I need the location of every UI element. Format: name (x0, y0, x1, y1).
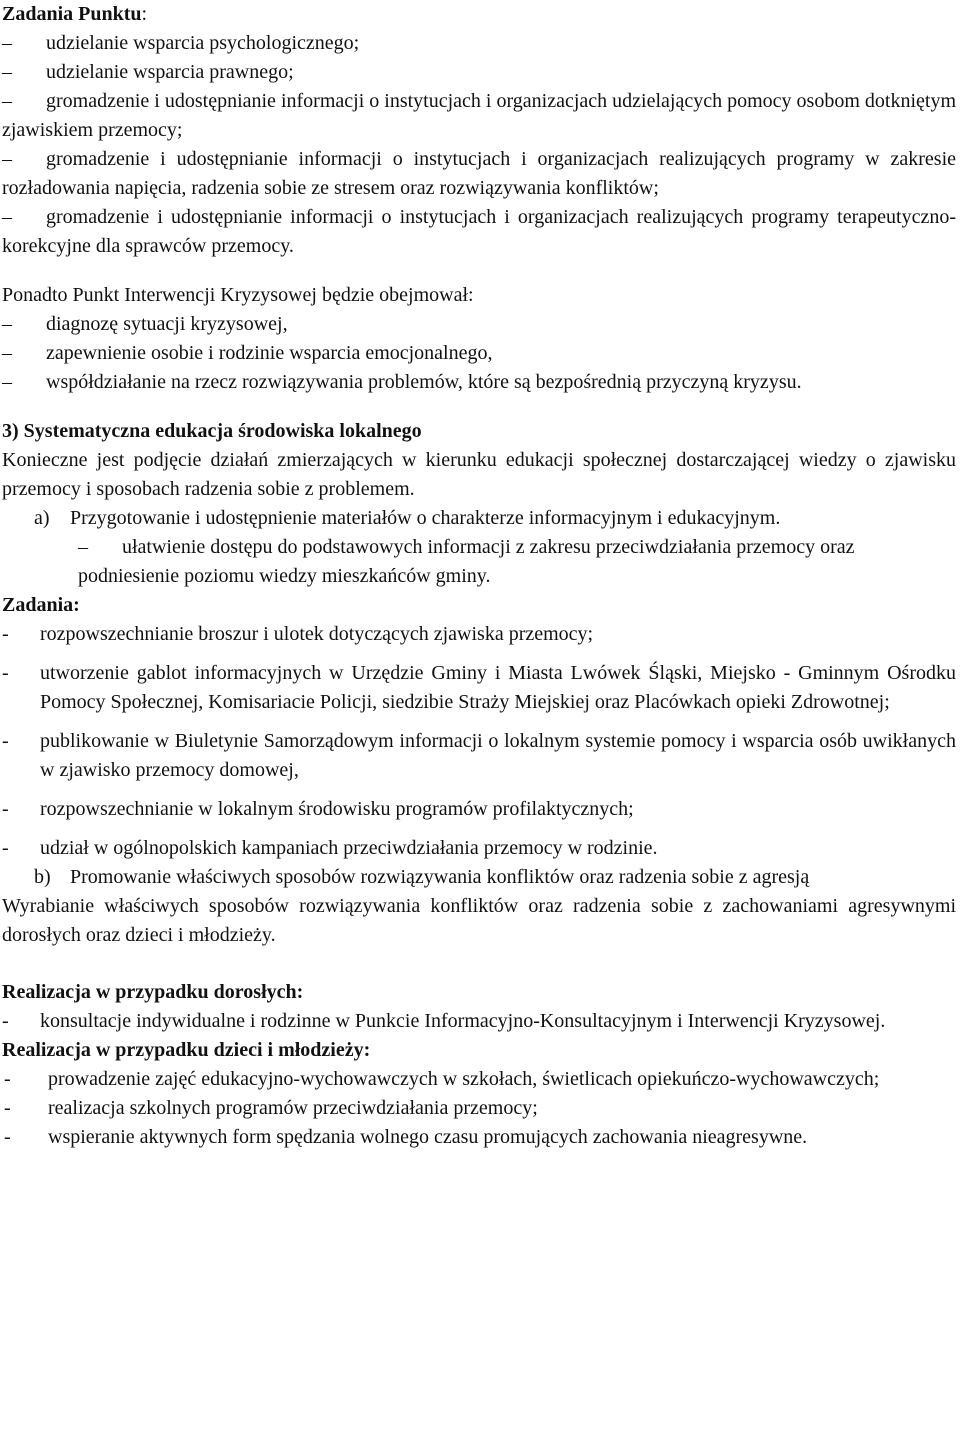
hyphen-marker: - (2, 1010, 9, 1032)
zadania-label: Zadania: (2, 594, 80, 616)
list-item-text: udzielanie wsparcia psychologicznego; (46, 32, 360, 54)
list-item-text: realizacja szkolnych programów przeciwdziałania przemocy; (48, 1097, 538, 1119)
list-item (2, 795, 956, 824)
hyphen-marker: - (2, 623, 9, 645)
list-item-text: współdziałanie na rzecz rozwiązywania problemów, które są bezpośrednią przyczyną kryzysu. (46, 371, 802, 393)
dash-marker: – (2, 148, 12, 170)
section-title-zadania-punktu (2, 0, 956, 29)
list-item-text: gromadzenie i udostępnianie informacji o instytucjach i organizacjach udzielających pomocy osobom dotkniętym zjawiskiem przemocy; (2, 90, 956, 141)
list-item-text: diagnozę sytuacji kryzysowej, (46, 313, 288, 335)
paragraph: Konieczne jest podjęcie działań zmierzających w kierunku edukacji społecznej dostarczającej wiedzy o zjawisku przemocy i sposobach radzenia sobie z problemem. (2, 449, 956, 500)
list-item (2, 1007, 956, 1036)
list-item (2, 659, 956, 717)
dash-marker: – (2, 313, 12, 335)
list-item (2, 1094, 956, 1123)
dash-marker: – (2, 206, 12, 228)
list-item-text: rozpowszechnianie w lokalnym środowisku programów profilaktycznych; (40, 798, 634, 820)
section-title-colon: : (141, 3, 148, 25)
sub-list-item (2, 533, 956, 591)
list-marker: b) (34, 866, 51, 888)
list-item (2, 310, 956, 339)
dash-marker: – (78, 536, 88, 558)
list-item-text: ułatwienie dostępu do podstawowych informacji z zakresu przeciwdziałania przemocy oraz podniesienie poziomu wiedzy mieszkańców gminy. (78, 536, 855, 587)
list-item (2, 58, 956, 87)
youth-label: Realizacja w przypadku dzieci i młodzieży: (2, 1039, 371, 1061)
hyphen-marker: - (2, 837, 9, 859)
adults-label: Realizacja w przypadku dorosłych: (2, 981, 304, 1003)
list-item-b (2, 863, 956, 892)
hyphen-marker: - (4, 1068, 11, 1090)
paragraph: Wyrabianie właściwych sposobów rozwiązywania konfliktów oraz radzenia sobie z zachowaniami agresywnymi dorosłych oraz dzieci i młodzieży. (2, 895, 956, 946)
hyphen-marker: - (2, 730, 9, 752)
list-item (2, 203, 956, 261)
list-item (2, 87, 956, 145)
list-item (2, 339, 956, 368)
list-item (2, 29, 956, 58)
list-item (2, 727, 956, 785)
list-item-text: konsultacje indywidualne i rodzinne w Punkcie Informacyjno-Konsultacyjnym i Interwencji Kryzysowej. (40, 1010, 886, 1032)
list-item-text: udział w ogólnopolskich kampaniach przeciwdziałania przemocy w rodzinie. (40, 837, 658, 859)
list-item-text: zapewnienie osobie i rodzinie wsparcia emocjonalnego, (46, 342, 493, 364)
list-item (2, 834, 956, 863)
list-item (2, 1123, 956, 1152)
section-title-text: Zadania Punktu (2, 3, 142, 25)
dash-marker: – (2, 61, 12, 83)
list-item (2, 620, 956, 649)
list-item-text: udzielanie wsparcia prawnego; (46, 61, 294, 83)
dash-marker: – (2, 342, 12, 364)
list-item-text: wspieranie aktywnych form spędzania wolnego czasu promujących zachowania nieagresywne. (48, 1126, 808, 1148)
list-item-text: rozpowszechnianie broszur i ulotek dotyczących zjawiska przemocy; (40, 623, 594, 645)
dash-marker: – (2, 90, 12, 112)
dash-marker: – (2, 32, 12, 54)
list-item (2, 145, 956, 203)
dash-marker: – (2, 371, 12, 393)
list-item (2, 1065, 956, 1094)
hyphen-marker: - (4, 1097, 11, 1119)
list-item-text: prowadzenie zajęć edukacyjno-wychowawczych w szkołach, świetlicach opiekuńczo-wychowawczych; (48, 1068, 880, 1090)
list-item-text: publikowanie w Biuletynie Samorządowym informacji o lokalnym systemie pomocy i wsparcia osób uwikłanych w zjawisko przemocy domowej, (40, 730, 956, 781)
list-item-text: gromadzenie i udostępnianie informacji o instytucjach i organizacjach realizujących programy w zakresie rozładowania napięcia, radzenia sobie ze stresem oraz rozwiązywania konfliktów; (2, 148, 956, 199)
hyphen-marker: - (2, 662, 9, 684)
list-marker: a) (34, 507, 50, 529)
section-heading: 3) Systematyczna edukacja środowiska lokalnego (2, 420, 422, 442)
list-item-text: Promowanie właściwych sposobów rozwiązywania konfliktów oraz radzenia sobie z agresją (70, 866, 810, 888)
list-item-text: gromadzenie i udostępnianie informacji o instytucjach i organizacjach realizujących programy terapeutyczno-korekcyjne dla sprawców przemocy. (2, 206, 956, 257)
list-item-text: Przygotowanie i udostępnienie materiałów o charakterze informacyjnym i edukacyjnym. (70, 507, 781, 529)
list-item-text: utworzenie gablot informacyjnych w Urzędzie Gminy i Miasta Lwówek Śląski, Miejsko - Gminnym Ośrodku Pomocy Społecznej, Komisariacie Policji, siedzibie Straży Miejskiej oraz Placówkach opieki Zdrowotnej; (40, 662, 956, 713)
list-item-a (2, 504, 956, 533)
list-item (2, 368, 956, 397)
intro-paragraph: Ponadto Punkt Interwencji Kryzysowej będzie obejmował: (2, 284, 474, 306)
hyphen-marker: - (4, 1126, 11, 1148)
hyphen-marker: - (2, 798, 9, 820)
